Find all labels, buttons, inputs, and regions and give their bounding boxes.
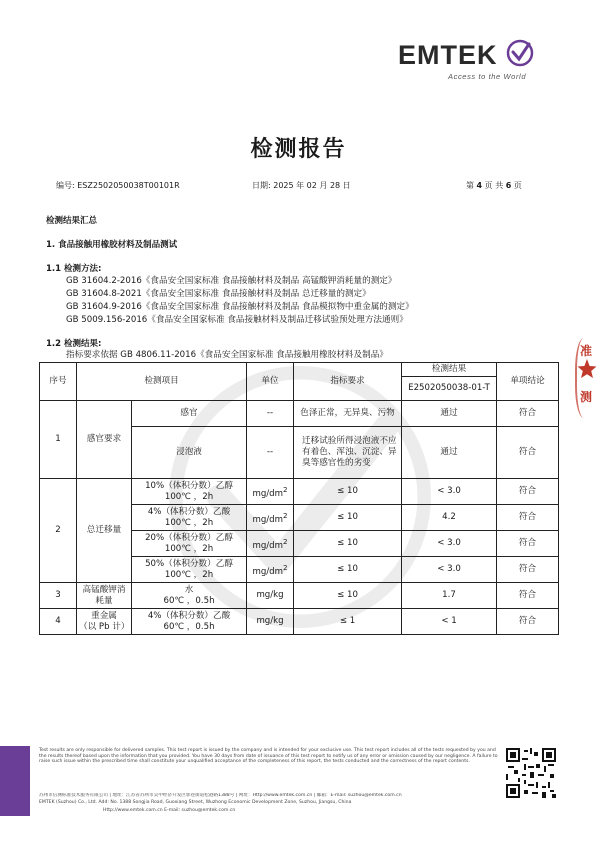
row-conclusion: 符合	[497, 531, 559, 557]
results-heading: 1.2 检测结果:	[46, 339, 102, 349]
section-heading: 1. 食品接触用橡胶材料及制品测试	[46, 240, 178, 250]
unit-text: mg/dm	[252, 566, 284, 577]
row-condition	[132, 505, 247, 531]
row-conclusion: 符合	[497, 427, 559, 479]
header-item: 检测项目	[77, 363, 247, 401]
row-condition	[132, 583, 247, 609]
row-group: 高锰酸钾消耗量	[77, 583, 132, 609]
condition-medium: 水	[184, 584, 194, 595]
footer-address-cn: 苏州市信测标准技术服务有限公司 | 地址：江苏省苏州市吴中经济开发区郭巷街道松港路1388号 | 网址：Http://www.emtek.com.cn | 邮箱：E-mail: suzhou@emtek.com.cn	[39, 793, 402, 798]
row-requirement: ≤ 10	[294, 583, 402, 609]
row-no: 3	[40, 583, 77, 609]
row-no: 1	[40, 401, 77, 479]
footer-address-en: EMTEK (Suzhou) Co., Ltd. Add: No. 1388 Songjia Road, Guoxiang Street, Wuzhong Economic Development Zone, Suzhou, Jiangsu, China	[39, 800, 352, 805]
row-requirement: 迁移试验所得浸泡液不应有着色、浑浊、沉淀、异臭等感官性的劣变	[294, 427, 402, 479]
row-unit	[247, 479, 294, 505]
header-no: 序号	[40, 363, 77, 401]
condition-medium: 4%（体积分数）乙酸	[147, 610, 231, 621]
unit-sup: 2	[283, 562, 288, 572]
brand-logo-text: EMTEK	[398, 40, 498, 70]
row-conclusion: 符合	[497, 505, 559, 531]
page-label-c: 页	[513, 181, 522, 190]
row-requirement: 色泽正常，无异臭、污物	[294, 401, 402, 427]
method-line: GB 31604.9-2016《食品安全国家标准 食品接触材料及制品 食品模拟物中重金属的测定》	[66, 302, 414, 312]
row-result: < 1	[402, 609, 497, 635]
header-unit: 单位	[247, 363, 294, 401]
row-unit	[247, 557, 294, 583]
table-row	[40, 401, 559, 427]
row-result: 通过	[402, 401, 497, 427]
report-date: 日期: 2025 年 02 月 28 日	[252, 181, 351, 190]
page-number: 4	[476, 181, 483, 190]
row-requirement: ≤ 10	[294, 557, 402, 583]
footer-contact: Http://www.emtek.com.cn E-mail: suzhou@emtek.com.cn	[103, 808, 236, 813]
results-table	[39, 362, 559, 635]
row-result: < 3.0	[402, 557, 497, 583]
row-requirement: ≤ 10	[294, 479, 402, 505]
header-sample-id: E2502050038-01-T	[402, 377, 497, 401]
table-header-row	[40, 363, 559, 377]
row-item: 浸泡液	[132, 427, 247, 479]
table-row	[40, 583, 559, 609]
methods-heading: 1.1 检测方法:	[46, 264, 102, 274]
brand-check-icon	[505, 38, 535, 68]
stamp-border	[575, 338, 597, 418]
qr-code-icon	[506, 748, 556, 798]
condition-time: 100℃ ，2h	[164, 491, 214, 502]
row-group: 感官要求	[77, 401, 132, 479]
header-requirement: 指标要求	[294, 363, 402, 401]
condition-time: 100℃ ，2h	[164, 569, 214, 580]
method-line: GB 5009.156-2016《食品安全国家标准 食品接触材料及制品迁移试验预处理方法通则》	[66, 315, 408, 325]
condition-time: 60℃ ，0.5h	[163, 621, 215, 632]
official-stamp	[574, 338, 597, 434]
row-condition	[132, 531, 247, 557]
row-conclusion: 符合	[497, 557, 559, 583]
row-unit: mg/kg	[247, 583, 294, 609]
row-result: 1.7	[402, 583, 497, 609]
page-label-b: 页 共	[484, 181, 504, 190]
row-item: 感官	[132, 401, 247, 427]
row-unit: --	[247, 427, 294, 479]
unit-text: mg/dm	[252, 540, 284, 551]
row-conclusion: 符合	[497, 479, 559, 505]
row-condition	[132, 609, 247, 635]
footer-brand-bar	[0, 746, 30, 816]
header-result: 检测结果	[402, 363, 497, 377]
row-unit: mg/kg	[247, 609, 294, 635]
unit-text: mg/dm	[252, 514, 284, 525]
row-requirement: ≤ 10	[294, 505, 402, 531]
page-label-a: 第	[466, 181, 474, 190]
row-unit: --	[247, 401, 294, 427]
row-result: < 3.0	[402, 479, 497, 505]
condition-medium: 20%（体积分数）乙醇	[145, 532, 233, 543]
table-row	[40, 479, 559, 505]
method-line: GB 31604.8-2021《食品安全国家标准 食品接触材料及制品 总迁移量的测定》	[66, 289, 371, 299]
page-total: 6	[505, 181, 512, 190]
group-sub-label: （以 Pb 计）	[79, 621, 130, 632]
row-result: 4.2	[402, 505, 497, 531]
page-title: 检测报告	[250, 137, 347, 162]
condition-medium: 4%（体积分数）乙酸	[147, 506, 231, 517]
method-line: GB 31604.2-2016《食品安全国家标准 食品接触材料及制品 高锰酸钾消耗量的测定》	[66, 276, 397, 286]
stamp-text-top: 准	[580, 344, 593, 358]
condition-time: 100℃ ，2h	[164, 543, 214, 554]
unit-sup: 2	[283, 510, 288, 520]
row-no: 2	[40, 479, 77, 583]
row-unit	[247, 531, 294, 557]
row-conclusion: 符合	[497, 609, 559, 635]
row-requirement: ≤ 10	[294, 531, 402, 557]
table-row	[40, 609, 559, 635]
row-unit	[247, 505, 294, 531]
requirement-basis: 指标要求依据 GB 4806.11-2016《食品安全国家标准 食品接触用橡胶材料及制品》	[66, 350, 388, 360]
condition-time: 100℃ ，2h	[164, 517, 214, 528]
row-group	[77, 609, 132, 635]
row-condition	[132, 557, 247, 583]
unit-sup: 2	[283, 484, 288, 494]
row-requirement: ≤ 1	[294, 609, 402, 635]
report-number: 编号: ESZ2502050038T00101R	[56, 181, 180, 190]
row-conclusion: 符合	[497, 583, 559, 609]
unit-text: mg/dm	[252, 488, 284, 499]
row-result: < 3.0	[402, 531, 497, 557]
brand-tagline: Access to the World	[448, 72, 527, 81]
row-conclusion: 符合	[497, 401, 559, 427]
stamp-text-bottom: 测	[580, 390, 593, 404]
condition-medium: 50%（体积分数）乙醇	[145, 558, 233, 569]
condition-time: 60℃ ，0.5h	[163, 595, 215, 606]
header-conclusion: 单项结论	[497, 363, 559, 401]
unit-sup: 2	[283, 536, 288, 546]
group-label: 重金属	[91, 610, 117, 621]
page-indicator	[466, 180, 522, 191]
summary-heading: 检测结果汇总	[46, 216, 98, 226]
row-no: 4	[40, 609, 77, 635]
row-group: 总迁移量	[77, 479, 132, 583]
row-result: 通过	[402, 427, 497, 479]
condition-medium: 10%（体积分数）乙醇	[145, 480, 233, 491]
row-condition	[132, 479, 247, 505]
footer-disclaimer: Test results are only responsible for delivered samples. This test report is issued by the company and is intended for your exclusive use. This test report includes all of the tests requested by you and the results thereof based upon the information that you provided. You have 30 days from date of issuance of this test report to notify us of any error or omission caused by our negligence. A failure to raise such issue within the prescribed time shall constitute your unqualified acceptance of the completeness of this report, the tests conducted and the correctness of the report contents.	[39, 748, 498, 765]
